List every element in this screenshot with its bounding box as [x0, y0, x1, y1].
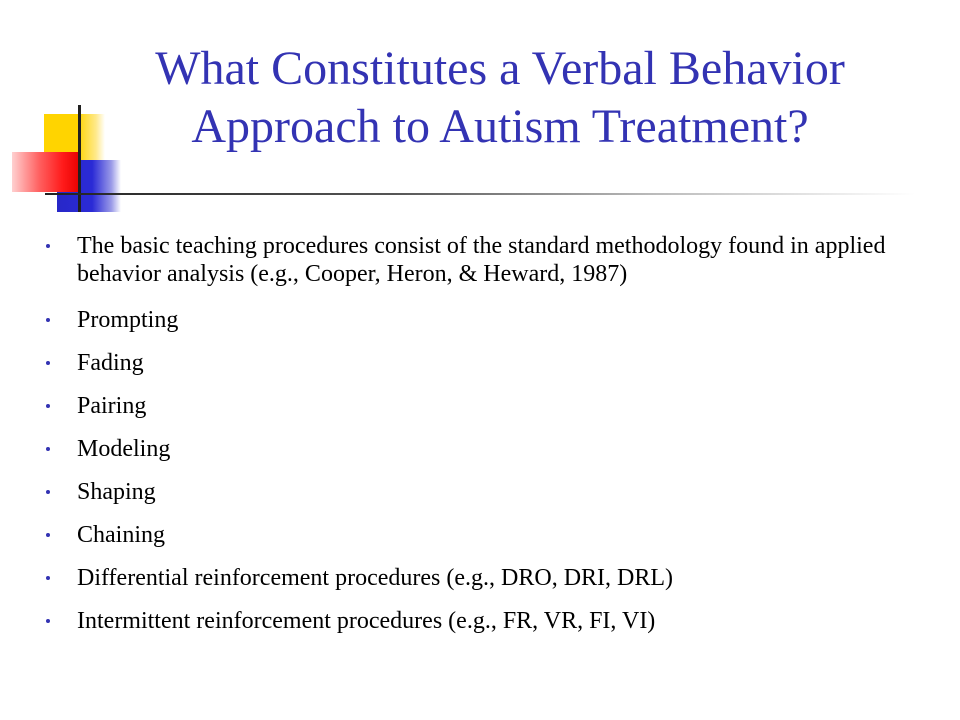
bullet-text: Pairing	[77, 393, 147, 419]
decorative-red-square	[12, 152, 80, 192]
bullet-item-prompting	[40, 306, 920, 334]
bullet-text: Shaping	[77, 479, 156, 505]
slide-title	[100, 40, 900, 156]
bullet-text: Modeling	[77, 436, 171, 462]
bullet-text: Differential reinforcement procedures (e.g., DRO, DRI, DRL)	[77, 565, 674, 591]
bullet-text: The basic teaching procedures consist of the standard methodology found in applied behavior analysis (e.g., Cooper, Heron, & Heward, 1987)	[77, 233, 886, 287]
bullet-item-shaping	[40, 478, 920, 506]
bullet-text: Fading	[77, 350, 144, 376]
bullet-item-teaching-procedures	[40, 232, 920, 288]
bullet-dot-icon	[46, 244, 50, 248]
bullet-dot-icon	[46, 576, 50, 580]
bullet-text: Chaining	[77, 522, 165, 548]
bullet-item-modeling	[40, 435, 920, 463]
bullet-dot-icon	[46, 490, 50, 494]
slide-title-line-1: What Constitutes a Verbal Behavior	[155, 42, 845, 95]
bullet-dot-icon	[46, 361, 50, 365]
bullet-dot-icon	[46, 447, 50, 451]
bullet-text: Intermittent reinforcement procedures (e.g., FR, VR, FI, VI)	[77, 608, 656, 634]
bullet-item-fading	[40, 349, 920, 377]
bullet-dot-icon	[46, 404, 50, 408]
bullet-dot-icon	[46, 619, 50, 623]
slide-title-line-2: Approach to Autism Treatment?	[191, 100, 809, 153]
bullet-item-chaining	[40, 521, 920, 549]
bullet-list	[40, 232, 920, 650]
bullet-item-pairing	[40, 392, 920, 420]
decorative-vertical-line	[78, 105, 81, 212]
bullet-dot-icon	[46, 318, 50, 322]
bullet-dot-icon	[46, 533, 50, 537]
title-underline	[45, 193, 915, 195]
bullet-item-differential-reinforcement	[40, 564, 920, 592]
bullet-item-intermittent-reinforcement	[40, 607, 920, 635]
bullet-text: Prompting	[77, 307, 179, 333]
